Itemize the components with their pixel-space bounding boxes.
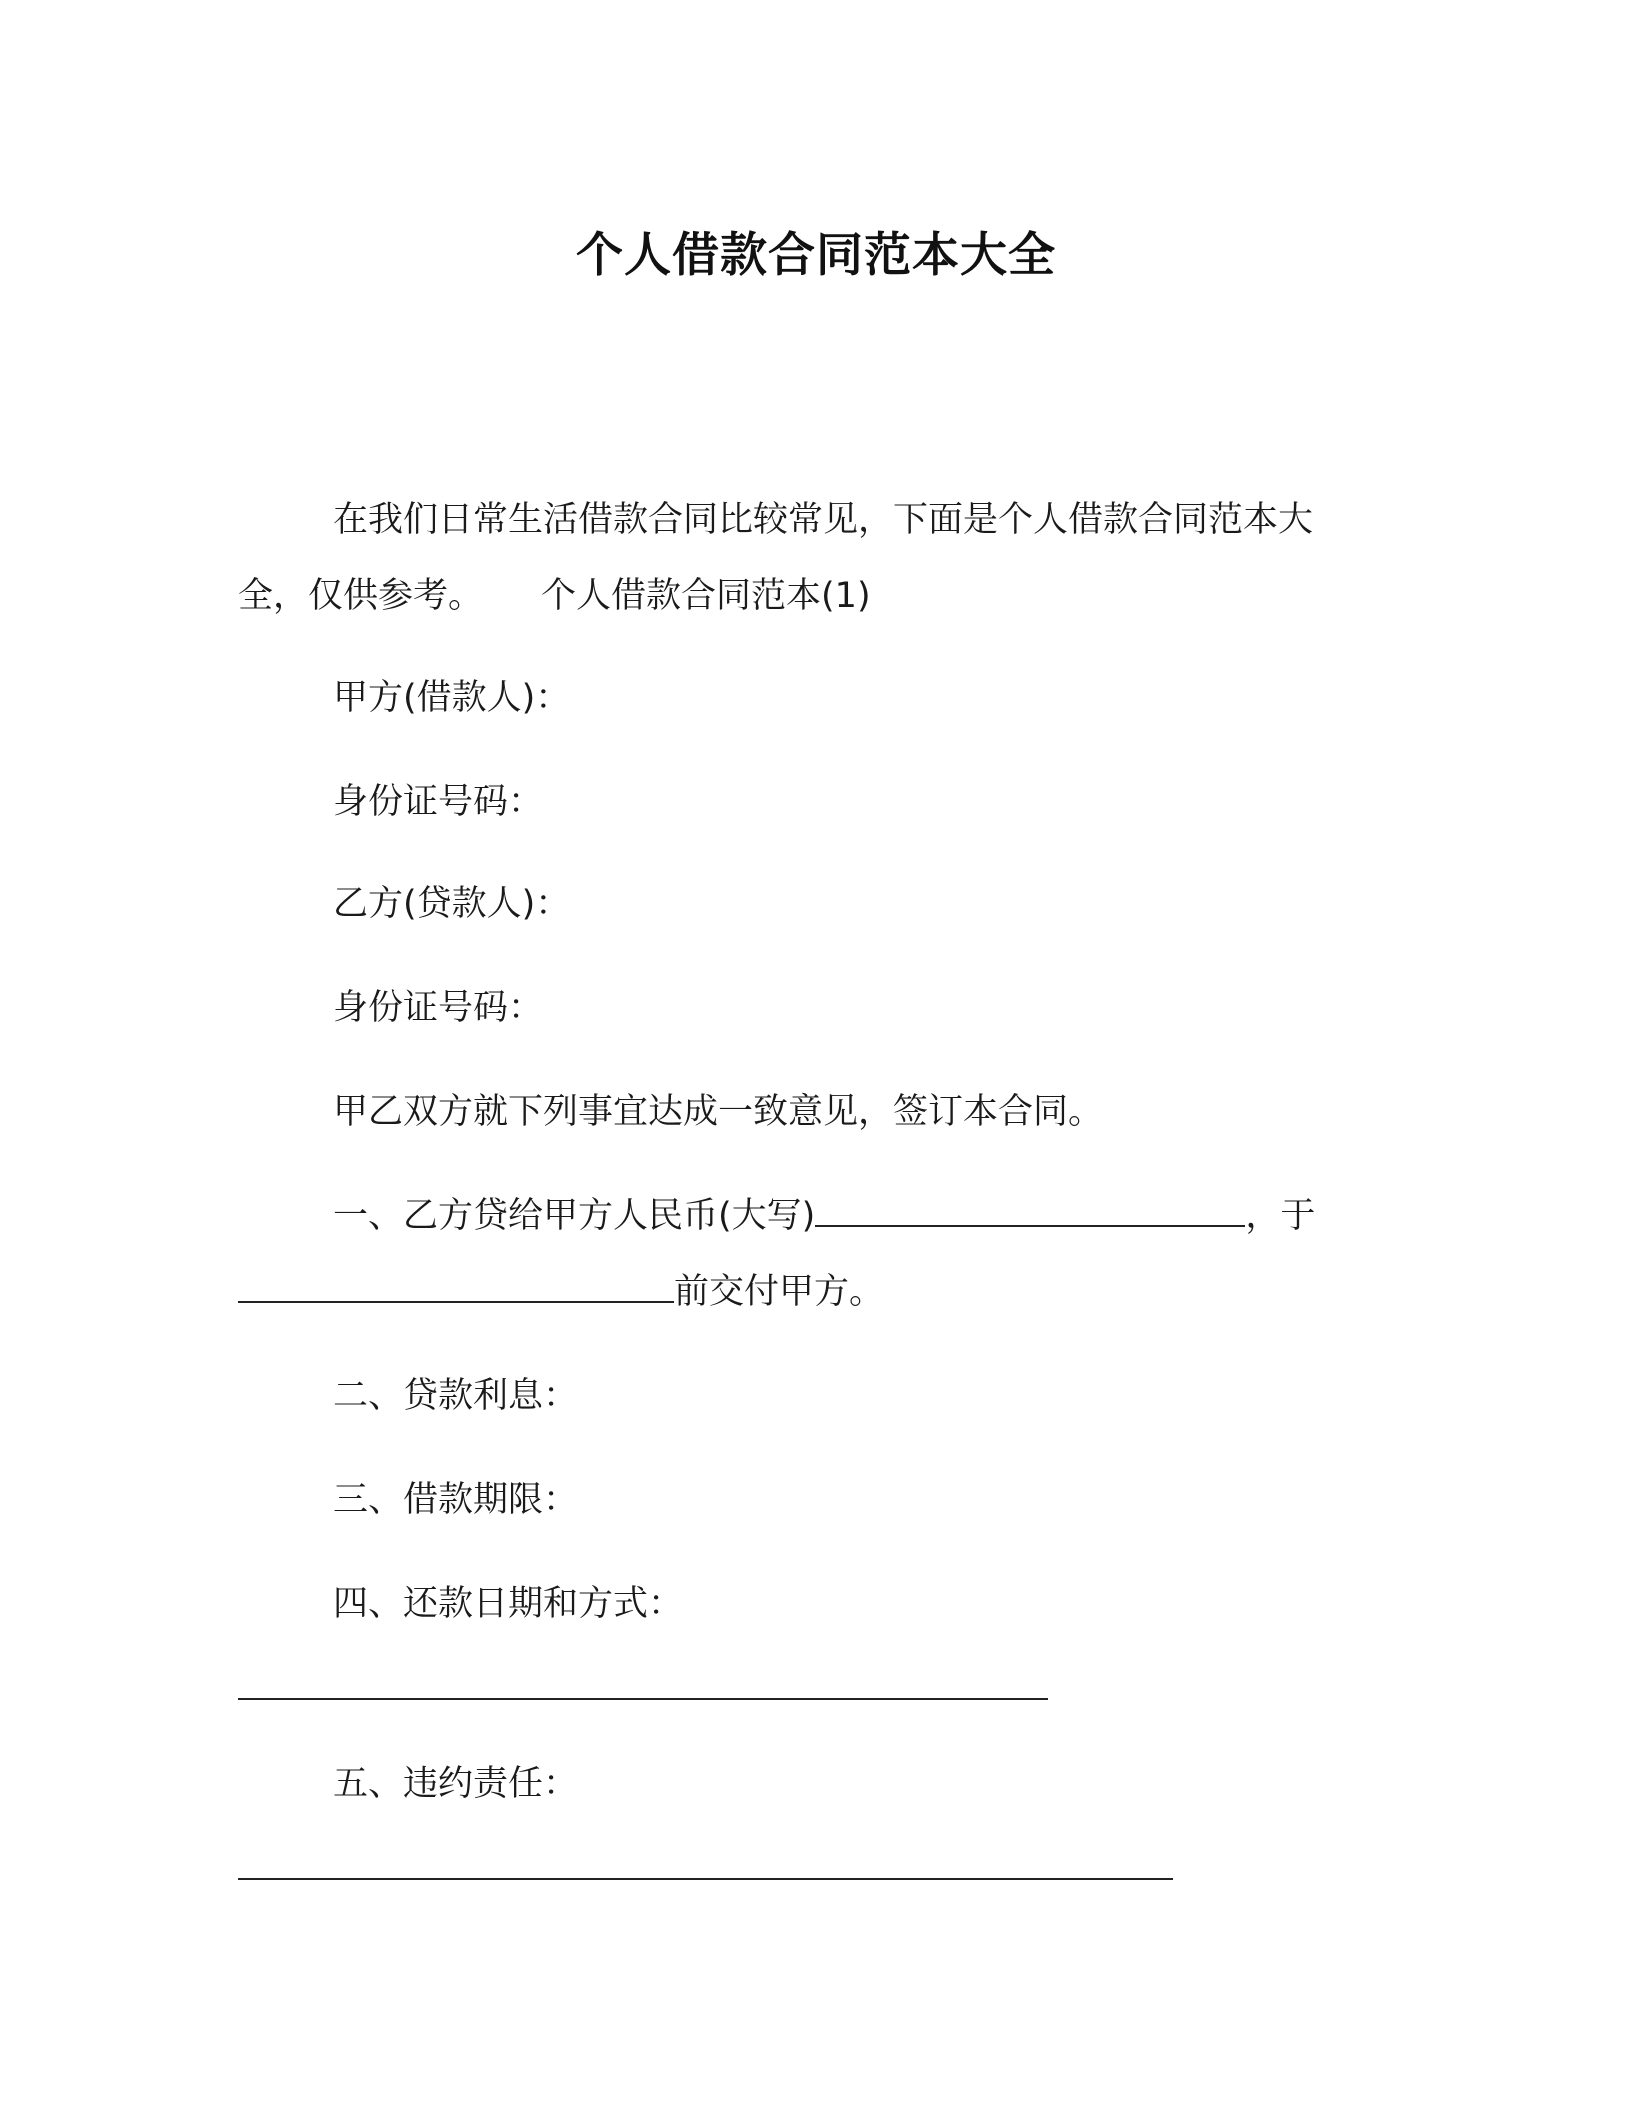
- intro-line-2: [238, 572, 871, 620]
- document-title: 个人借款合同范本大全: [576, 228, 1056, 283]
- clause-5-liability: 五、违约责任：: [333, 1764, 579, 1804]
- amount-blank: [815, 1195, 1245, 1227]
- date-blank: [238, 1271, 674, 1303]
- clause-1-suffix: 前交付甲方。: [674, 1272, 885, 1312]
- liability-blank-line: [238, 1878, 1173, 1880]
- clause-1-mid: ，于: [1245, 1196, 1316, 1236]
- agreement-statement: 甲乙双方就下列事宜达成一致意见，签订本合同。: [333, 1092, 1104, 1132]
- intro-line-2-text: 全，仅供参考。: [238, 576, 484, 616]
- party-a-id-label: 身份证号码：: [333, 782, 544, 822]
- party-b-id-label: 身份证号码：: [333, 988, 544, 1028]
- clause-1-prefix: 一、乙方贷给甲方人民币(大写): [333, 1196, 816, 1236]
- repayment-blank-line: [238, 1698, 1048, 1700]
- intro-line-1: 在我们日常生活借款合同比较常见，下面是个人借款合同范本大: [333, 500, 1314, 540]
- clause-3-term: 三、借款期限：: [333, 1480, 579, 1520]
- contract-subtitle: 个人借款合同范本(1): [541, 576, 871, 616]
- party-b-label: 乙方(贷款人)：: [333, 884, 571, 924]
- clause-4-repayment: 四、还款日期和方式：: [333, 1584, 684, 1624]
- party-a-label: 甲方(借款人)：: [333, 678, 571, 718]
- clause-2-interest: 二、贷款利息：: [333, 1376, 579, 1416]
- clause-1-line-1: [333, 1192, 1315, 1240]
- clause-1-line-2: [238, 1268, 884, 1316]
